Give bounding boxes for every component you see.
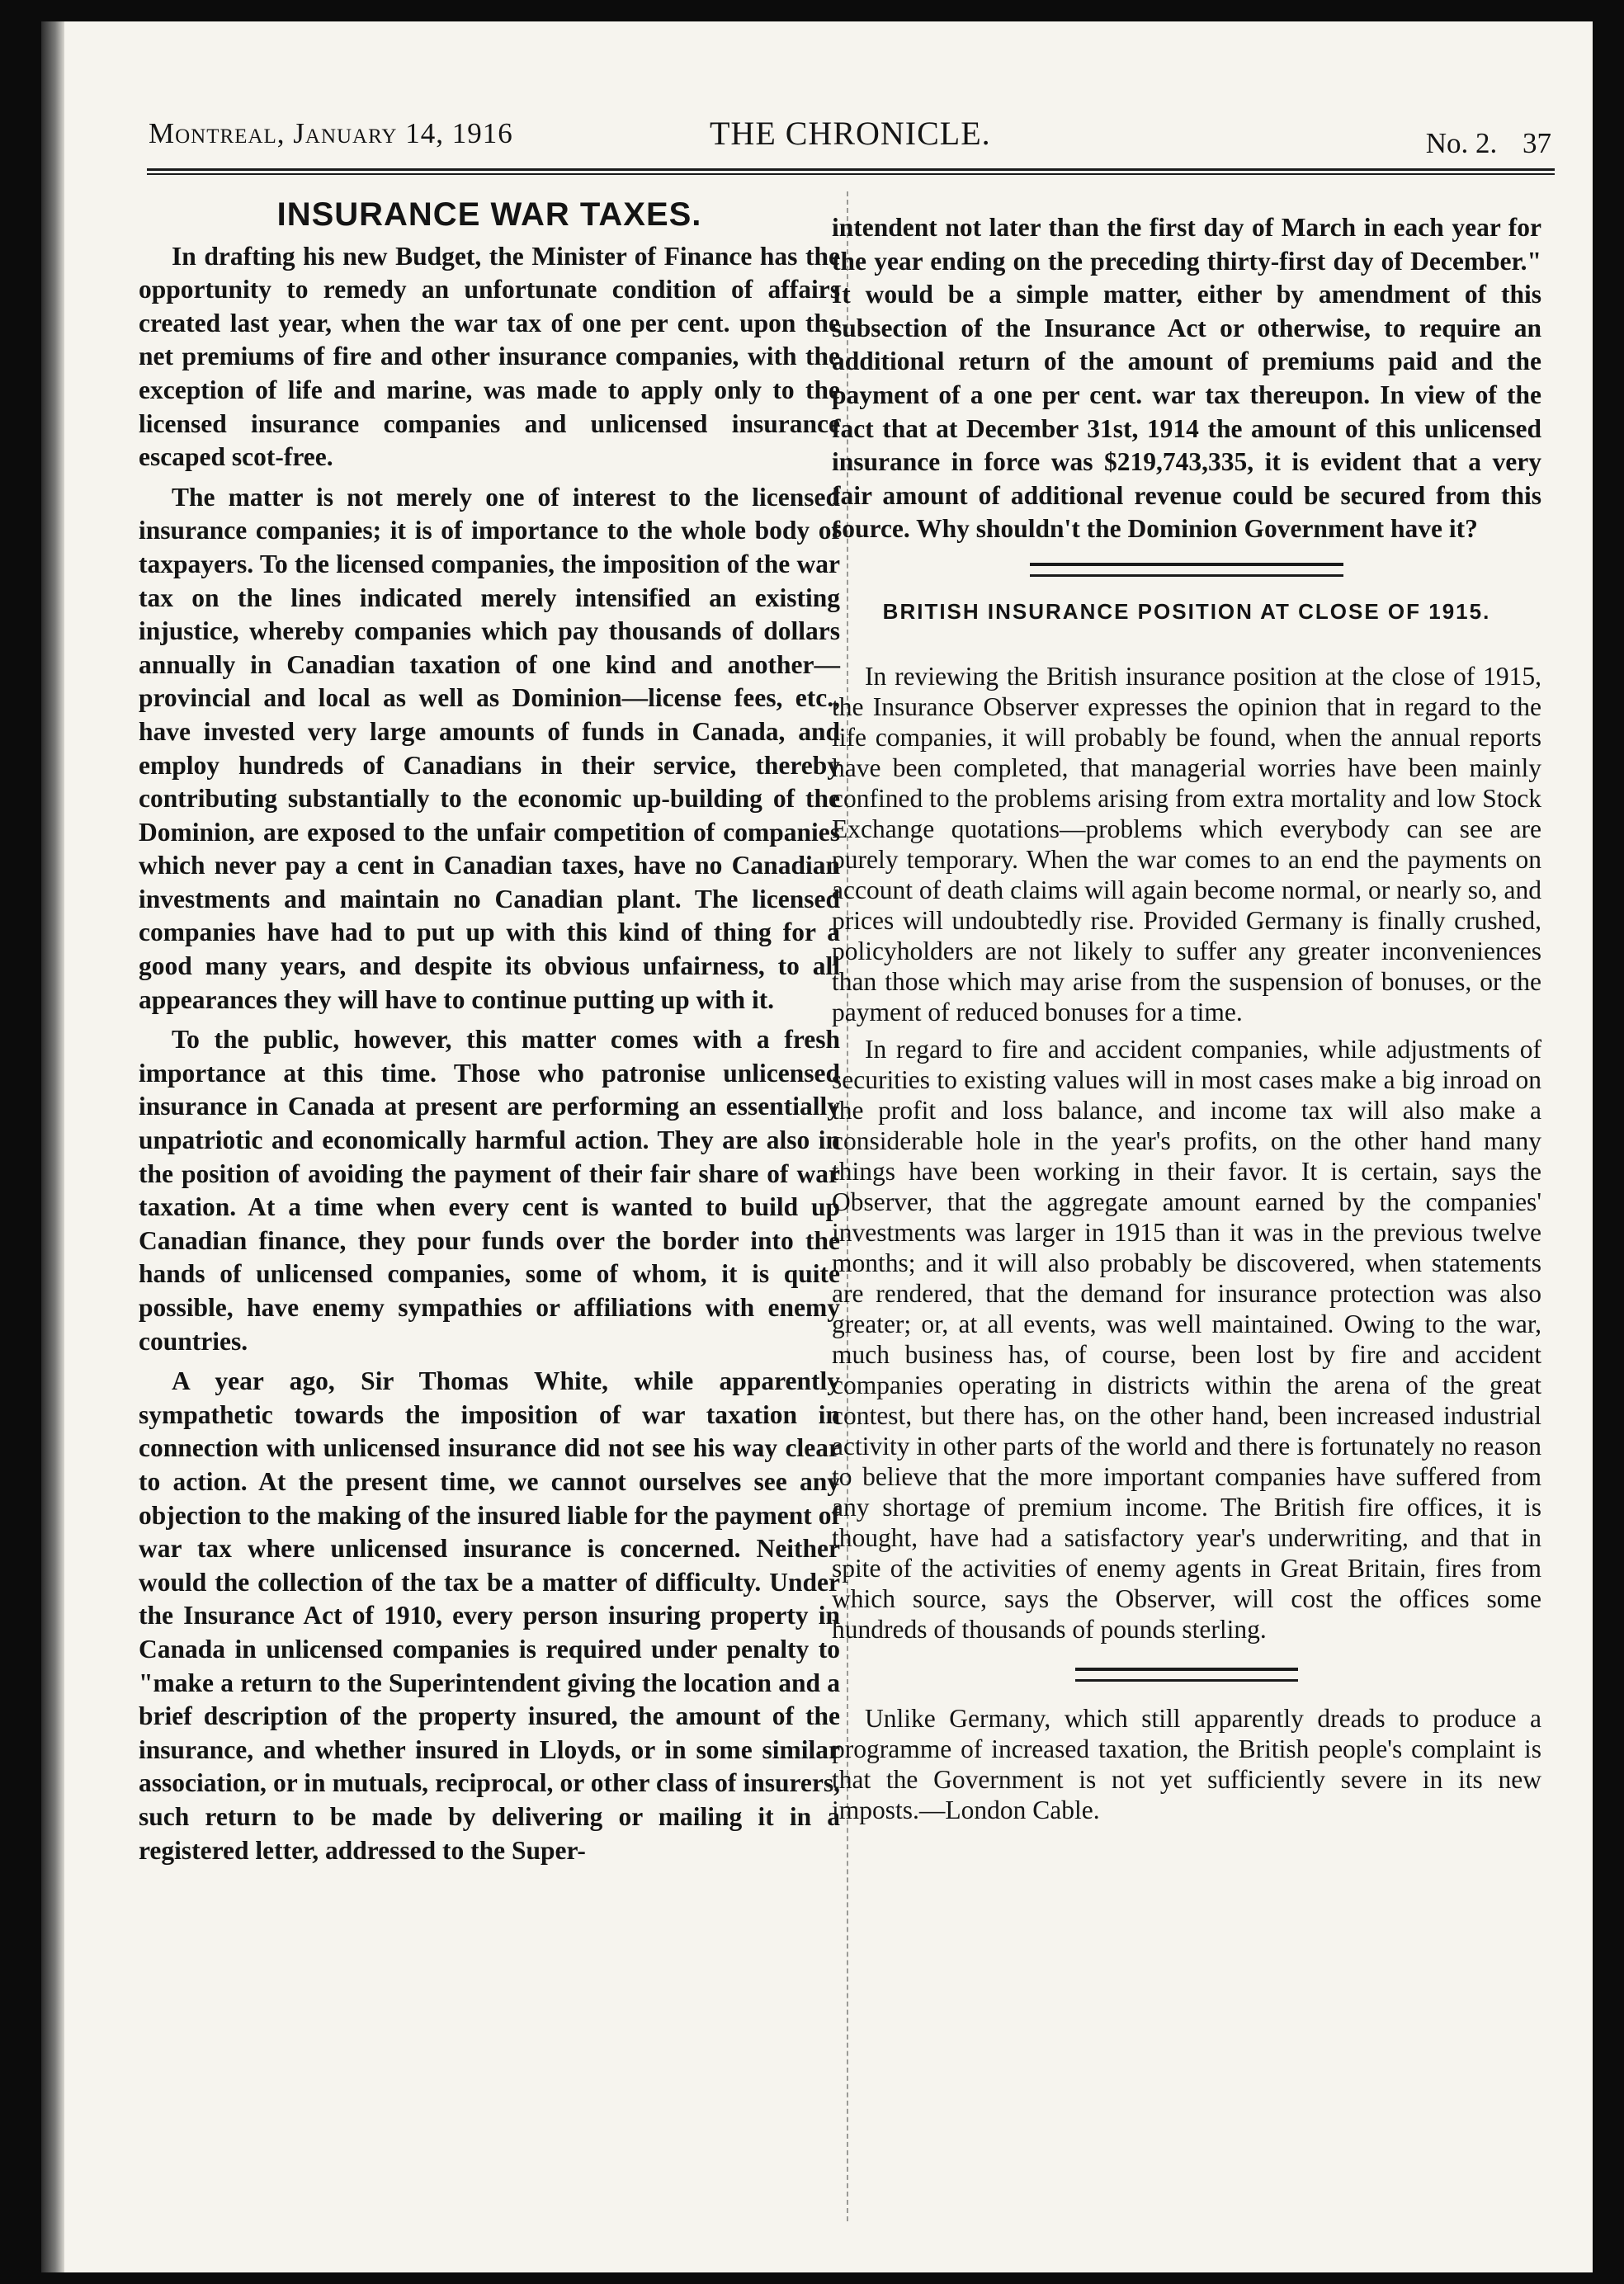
germany-note xyxy=(832,1703,1541,1825)
article-continuation: intendent not later than the first day of March in each year for the year ending on the preceding thirty-first day of December." It would be a simple matter, either by amendment of this subsection of the Insurance Act or otherwise, to require an additional return of the amount of premiums paid and the payment of a one per cent. war tax thereupon. In view of the fact that at December 31st, 1914 the amount of this unlicensed insurance in force was $219,743,335, it is evident that a very fair amount of additional revenue could be secured from this source. Why shouldn't the Dominion Government have it? xyxy=(832,213,1541,544)
article-paragraph: In regard to fire and accident companies, while adjustments of securities to existing values will in most cases make a big inroad on the profit and loss balance, and income tax will also make a considerable hole in the year's profits, on the other hand many things have been working in their favor. It is certain, says the Observer, that the aggregate amount earned by the companies' investments was larger in 1915 than it was in the previous twelve months; and it will also probably be discovered, when statements are rendered, that the demand for insurance protection was also greater; or, at all events, was well maintained. Owing to the war, much business has, of course, been lost by fire and accident companies operating in districts within the arena of the great contest, but there has, on the other hand, been increased industrial activity in other parts of the world and there is fortunately no reason to believe that the more important companies have suffered from any shortage of premium income. The British fire offices, it is thought, have had a satisfactory year's underwriting, and that in spite of the activities of enemy agents in Great Britain, fires from which source, says the Observer, will cost the offices some hundreds of thousands of pounds sterling. xyxy=(832,1034,1541,1644)
article-paragraph: Unlike Germany, which still apparently dreads to produce a programme of increased taxation, the British people's complaint is that the Government is not yet sufficiently severe in its new imposts.—London Cable. xyxy=(832,1703,1541,1824)
article-paragraph: A year ago, Sir Thomas White, while apparently sympathetic towards the imposition of war taxation in connection with unlicensed insurance did not see his way clear to action. At the present time, we cannot ourselves see any objection to the making of the insured liable for the payment of war tax where unlicensed insurance is concerned. Neither would the collection of the tax be a matter of difficulty. Under the Insurance Act of 1910, every person insuring property in Canada in unlicensed companies is required under penalty to "make a return to the Superintendent giving the location and a brief description of the property insured, the amount of the insurance, and whether insured in Lloyds, or in some similar association, or in mutuals, reciprocal, or other class of insurers, such return to be made by delivering or mailing it in a registered letter, addressed to the Super- xyxy=(139,1366,840,1865)
right-column xyxy=(832,211,1541,1825)
article-paragraph: To the public, however, this matter comes with a fresh importance at this time. Those who patronise unlicensed insurance in Canada at present are performing an essentially unpatriotic and economically harmful action. They are also in the position of avoiding the payment of their fair share of war taxation. At a time when every cent is wanted to build up Canadian finance, they pour funds over the border into the hands of unlicensed companies, some of whom, it is quite possible, have enemy sympathies or affiliations with enemy countries. xyxy=(139,1025,840,1356)
article-paragraph: In reviewing the British insurance position at the close of 1915, the Insurance Observer expresses the opinion that in regard to the life companies, it will probably be found, when the annual reports have been completed, that managerial worries have been mainly confined to the problems arising from extra mortality and low Stock Exchange quotations—problems which everybody can see are purely temporary. When the war comes to an end the payments on account of death claims will again become normal, or nearly so, and prices will undoubtedly rise. Provided Germany is finally crushed, policyholders are not likely to suffer any greater inconveniences than those which may arise from the suspension of bonuses, or the payment of reduced bonuses for a time. xyxy=(832,661,1541,1026)
page-number: 37 xyxy=(1522,127,1551,159)
article-title-british-insurance: BRITISH INSURANCE POSITION AT CLOSE OF 1915. xyxy=(882,598,1491,624)
issue-number: No. 2. xyxy=(1425,127,1498,159)
publication-title: THE CHRONICLE. xyxy=(710,115,991,152)
page-spine-shadow xyxy=(41,21,64,2272)
left-column xyxy=(139,186,840,1867)
newspaper-page xyxy=(41,21,1593,2272)
running-header xyxy=(149,102,1551,160)
british-insurance-body xyxy=(832,661,1541,1645)
article-title-war-taxes: INSURANCE WAR TAXES. xyxy=(276,196,702,233)
article-paragraph: The matter is not merely one of interest to the licensed insurance companies; it is of importance to the whole body of taxpayers. To the licensed companies, the imposition of the war tax on the lines indicated merely intensified an existing injustice, whereby companies which pay thousands of dollars annually in Canadian taxation of one kind and another—provincial and local as well as Dominion—license fees, etc., have invested very large amounts of funds in Canada, and employ hundreds of Canadians in their service, thereby contributing substantially to the economic up-building of the Dominion, are exposed to the unfair competition of companies which never pay a cent in Canadian taxes, have no Canadian investments and maintain no Canadian plant. The licensed companies have had to put up with this kind of thing for a good many years, and despite its obvious unfairness, to all appearances they will have to continue putting up with it. xyxy=(139,482,840,1014)
issue-and-page xyxy=(1408,127,1551,160)
dateline: Montreal, January 14, 1916 xyxy=(149,117,513,149)
section-divider-rule xyxy=(1030,563,1343,577)
header-double-rule xyxy=(147,168,1555,175)
article-paragraph: In drafting his new Budget, the Minister of Finance has the opportunity to remedy an unfortunate condition of affairs created last year, when the war tax of one per cent. upon the net premiums of fire and other insurance companies, with the exception of life and marine, was made to apply only to the licensed insurance companies and unlicensed insurance escaped scot-free. xyxy=(139,241,840,472)
section-divider-rule xyxy=(1075,1668,1298,1682)
